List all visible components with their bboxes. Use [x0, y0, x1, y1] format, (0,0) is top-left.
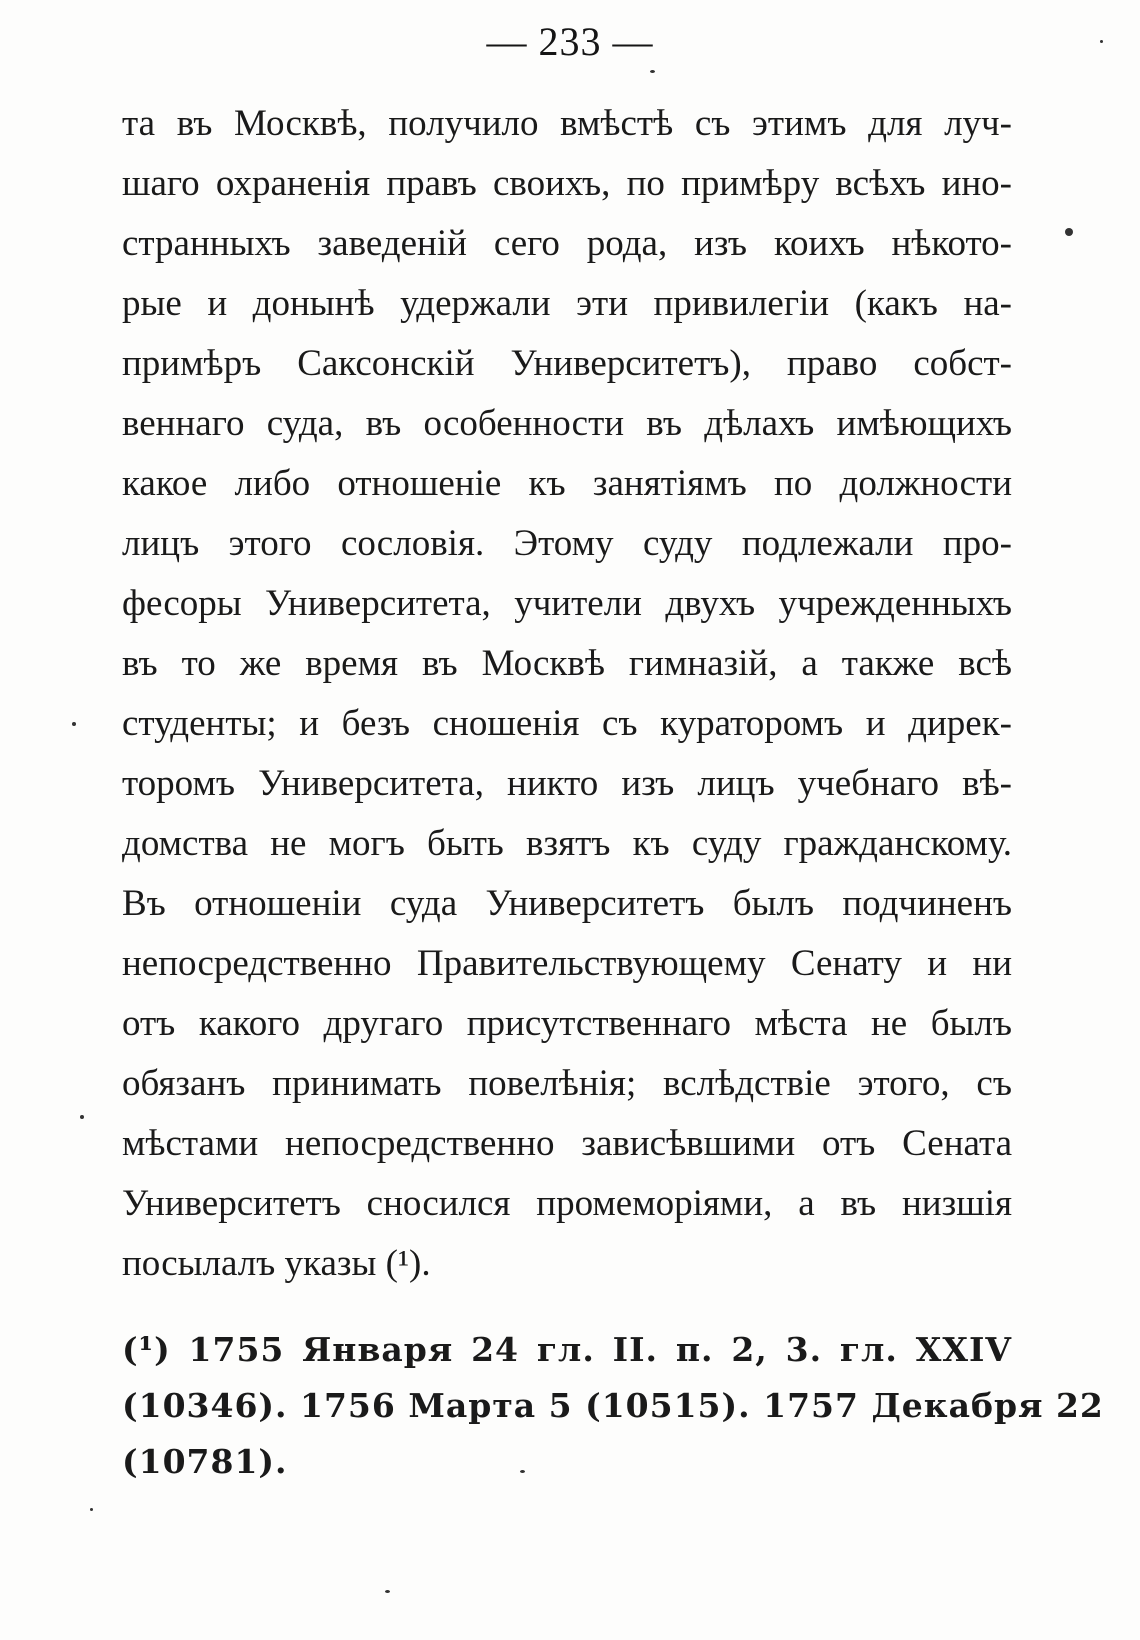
text-line: въ то же время въ Москвѣ гимназій, а также всѣ: [122, 643, 1012, 684]
text-line: отъ какого другаго присутственнаго мѣста не былъ: [122, 1003, 1012, 1044]
text-line: фесоры Университета, учители двухъ учрежденныхъ: [122, 583, 1012, 624]
scan-speck: [385, 1590, 390, 1593]
footnote-line: (10346). 1756 Марта 5 (10515). 1757 Декабря 22: [122, 1386, 1104, 1425]
text-line: домства не могъ быть взятъ къ суду гражданскому.: [122, 823, 1012, 864]
scan-speck: [520, 1470, 525, 1473]
main-text: [122, 94, 1012, 1294]
text-line: Въ отношеніи суда Университетъ былъ подчиненъ: [122, 883, 1012, 924]
text-line: лицъ этого сословія. Этому суду подлежали про-: [122, 523, 1012, 564]
text-line: странныхъ заведеній сего рода, изъ коихъ нѣкото-: [122, 223, 1012, 264]
text-line: студенты; и безъ сношенія съ кураторомъ и дирек-: [122, 703, 1012, 744]
text-line: та въ Москвѣ, получило вмѣстѣ съ этимъ для луч-: [122, 103, 1012, 144]
text-line: веннаго суда, въ особенности въ дѣлахъ имѣющихъ: [122, 403, 1012, 444]
scan-speck: [80, 1115, 84, 1119]
text-line: Университетъ сносился промеморіями, а въ низшія: [122, 1183, 1012, 1224]
scan-speck: [650, 70, 655, 73]
text-line: какое либо отношеніе къ занятіямъ по должности: [122, 463, 1012, 504]
text-line: примѣръ Саксонскій Университетъ), право собст-: [122, 343, 1012, 384]
footnote-line-last: (10781).: [122, 1442, 288, 1481]
text-line-last: посылалъ указы (¹).: [122, 1243, 431, 1284]
text-line: непосредственно Правительствующему Сенату и ни: [122, 943, 1012, 984]
footnote-line: (¹) 1755 Января 24 гл. II. п. 2, 3. гл. XXIV: [122, 1330, 1012, 1369]
page-number: — 233 —: [486, 19, 654, 64]
footnote: [122, 1322, 1104, 1490]
text-line: обязанъ принимать повелѣнія; вслѣдствіе этого, съ: [122, 1063, 1012, 1104]
scan-speck: [1065, 228, 1073, 236]
scan-speck: [1100, 40, 1103, 43]
text-line: мѣстами непосредственно зависѣвшими отъ Сената: [122, 1123, 1012, 1164]
text-line: торомъ Университета, никто изъ лицъ учебнаго вѣ-: [122, 763, 1012, 804]
scan-speck: [90, 1508, 93, 1511]
scan-speck: [72, 722, 76, 726]
text-line: рые и донынѣ удержали эти привилегіи (какъ на-: [122, 283, 1012, 324]
text-line: шаго охраненія правъ своихъ, по примѣру всѣхъ ино-: [122, 163, 1012, 204]
